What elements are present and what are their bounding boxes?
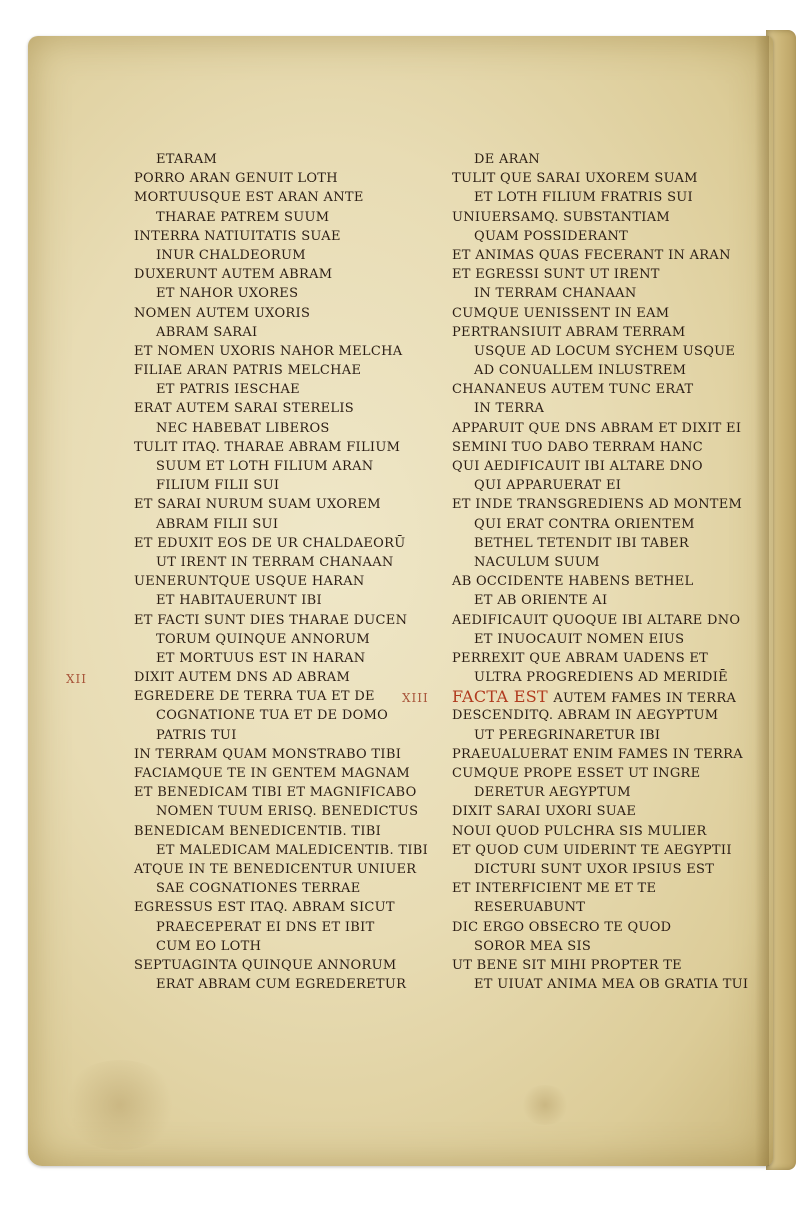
line-text: DIXIT SARAI UXORI SUAE [452, 804, 637, 820]
manuscript-line [452, 380, 752, 399]
manuscript-line [134, 495, 434, 514]
line-text: CUMQUE PROPE ESSET UT INGRE [452, 766, 701, 781]
manuscript-line [134, 879, 434, 898]
line-text: BENEDICAM BENEDICENTIB. TIBI [134, 823, 382, 839]
manuscript-line [134, 342, 434, 361]
line-text: DICTURI SUNT UXOR IPSIUS EST [474, 861, 715, 877]
manuscript-line [452, 188, 752, 207]
rubric-initial: FACTA EST [452, 687, 554, 707]
line-text: SEPTUAGINTA QUINQUE ANNORUM [134, 957, 397, 973]
manuscript-line [452, 476, 752, 495]
manuscript-line [452, 208, 752, 227]
line-text: RESERUABUNT [474, 900, 586, 916]
line-text: ULTRA PROGREDIENS AD MERIDIĒ [474, 670, 728, 686]
manuscript-line [452, 265, 752, 284]
line-text: UNIUERSAMQ. SUBSTANTIAM [452, 209, 671, 225]
manuscript-line [452, 745, 752, 764]
line-text: QUI ERAT CONTRA ORIENTEM [474, 516, 695, 532]
line-text: TULIT ITAQ. THARAE ABRAM FILIUM [134, 439, 401, 455]
manuscript-line [134, 937, 434, 956]
line-text: ET NOMEN UXORIS NAHOR MELCHA [134, 343, 403, 359]
line-text: ET INUOCAUIT NOMEN EIUS [474, 631, 685, 647]
manuscript-line [452, 361, 752, 380]
line-text: NACULUM SUUM [474, 554, 600, 570]
line-text: ET LOTH FILIUM FRATRIS SUI [474, 190, 693, 206]
line-text: PATRIS TUI [156, 727, 237, 743]
manuscript-line [452, 611, 752, 630]
line-text: SEMINI TUO DABO TERRAM HANC [452, 439, 704, 455]
line-text: DERETUR AEGYPTUM [474, 785, 631, 801]
left-text-column [134, 150, 434, 994]
line-text: QUI AEDIFICAUIT IBI ALTARE DNO [452, 459, 703, 474]
manuscript-line [134, 399, 434, 418]
line-text: ET EGRESSI SUNT UT IRENT [452, 267, 660, 283]
manuscript-line [452, 515, 752, 534]
manuscript-line [452, 591, 752, 610]
manuscript-line [452, 918, 752, 937]
line-text: DUXERUNT AUTEM ABRAM [134, 267, 333, 283]
line-text: ET AB ORIENTE AI [474, 593, 608, 609]
line-text: NEC HABEBAT LIBEROS [156, 420, 330, 436]
manuscript-line [452, 399, 752, 418]
line-text: ET FACTI SUNT DIES THARAE DUCEN [134, 612, 408, 628]
manuscript-line [452, 438, 752, 457]
manuscript-line [134, 553, 434, 572]
manuscript-line [134, 515, 434, 534]
manuscript-line [452, 304, 752, 323]
line-text: PRAECEPERAT EI DNS ET IBIT [156, 919, 375, 935]
line-text: AB OCCIDENTE HABENS BETHEL [452, 574, 694, 590]
line-text: TULIT QUE SARAI UXOREM SUAM [452, 171, 698, 187]
marginal-chapter-number-right: XIII [402, 691, 429, 705]
line-text: ERAT AUTEM SARAI STERELIS [134, 401, 354, 417]
line-text: SUUM ET LOTH FILIUM ARAN [156, 459, 374, 474]
manuscript-line [134, 630, 434, 649]
line-text: DESCENDITQ. ABRAM IN AEGYPTUM [452, 708, 719, 724]
line-text: ET HABITAUERUNT IBI [156, 593, 322, 609]
line-text: CUM EO LOTH [156, 938, 262, 954]
manuscript-line [452, 783, 752, 802]
manuscript-line [134, 898, 434, 917]
gutter-shadow [755, 36, 769, 1166]
line-text: IN TERRAM QUAM MONSTRABO TIBI [134, 746, 402, 762]
line-text: CUMQUE UENISSENT IN EAM [452, 305, 670, 321]
manuscript-line [134, 380, 434, 399]
line-text: FILIAE ARAN PATRIS MELCHAE [134, 363, 362, 379]
line-text: AD CONUALLEM INLUSTREM [474, 363, 687, 379]
manuscript-line [452, 630, 752, 649]
line-text: ABRAM FILII SUI [156, 516, 279, 532]
manuscript-line [134, 304, 434, 323]
line-text: ERAT ABRAM CUM EGREDERETUR [156, 977, 407, 993]
line-text: DE ARAN [474, 152, 541, 167]
line-text: UT BENE SIT MIHI PROPTER TE [452, 957, 682, 973]
manuscript-line [452, 572, 752, 591]
manuscript-line [452, 668, 752, 687]
line-text: EGRESSUS EST ITAQ. ABRAM SICUT [134, 900, 395, 916]
line-text: ET QUOD CUM UIDERINT TE AEGYPTII [452, 842, 732, 858]
line-text: ET MALEDICAM MALEDICENTIB. TIBI [156, 842, 429, 858]
manuscript-line [134, 764, 434, 783]
manuscript-line [134, 169, 434, 188]
manuscript-line [134, 611, 434, 630]
line-text: ET EDUXIT EOS DE UR CHALDAEORŪ [134, 535, 406, 551]
line-text: PRAEUALUERAT ENIM FAMES IN TERRA [452, 746, 743, 762]
manuscript-line [134, 745, 434, 764]
manuscript-line [134, 687, 434, 706]
line-text: PORRO ARAN GENUIT LOTH [134, 171, 338, 187]
line-text: ETARAM [156, 152, 218, 167]
manuscript-line [134, 706, 434, 725]
line-text: THARAE PATREM SUUM [156, 209, 330, 225]
line-text: TORUM QUINQUE ANNORUM [156, 631, 371, 647]
line-text: DIXIT AUTEM DNS AD ABRAM [134, 670, 351, 686]
line-text: IN TERRAM CHANAAN [474, 286, 637, 302]
manuscript-line [452, 898, 752, 917]
manuscript-line [134, 246, 434, 265]
line-text: ET ANIMAS QUAS FECERANT IN ARAN [452, 247, 731, 263]
manuscript-line [452, 802, 752, 821]
line-text: BETHEL TETENDIT IBI TABER [474, 535, 689, 551]
manuscript-line [452, 246, 752, 265]
manuscript-line [134, 227, 434, 246]
line-text: ET INDE TRANSGREDIENS AD MONTEM [452, 497, 743, 513]
manuscript-line [134, 649, 434, 668]
line-text: IN TERRA [474, 401, 545, 417]
line-text: NOMEN TUUM ERISQ. BENEDICTUS [156, 804, 419, 820]
line-text: DIC ERGO OBSECRO TE QUOD [452, 919, 672, 935]
line-text: FACIAMQUE TE IN GENTEM MAGNAM [134, 766, 410, 781]
manuscript-line [134, 265, 434, 284]
line-text: COGNATIONE TUA ET DE DOMO [156, 708, 389, 724]
line-text: ABRAM SARAI [156, 324, 258, 340]
line-text: INUR CHALDEORUM [156, 247, 306, 263]
manuscript-line [452, 937, 752, 956]
line-text: ET INTERFICIENT ME ET TE [452, 881, 657, 897]
line-text: CHANANEUS AUTEM TUNC ERAT [452, 382, 694, 398]
line-text: EGREDERE DE TERRA TUA ET DE [134, 689, 375, 705]
manuscript-line [134, 841, 434, 860]
line-text: SAE COGNATIONES TERRAE [156, 881, 361, 897]
line-text: UT PEREGRINARETUR IBI [474, 727, 661, 743]
manuscript-line [134, 323, 434, 342]
line-text: ET MORTUUS EST IN HARAN [156, 650, 366, 666]
manuscript-line [452, 495, 752, 514]
line-text: INTERRA NATIUITATIS SUAE [134, 228, 341, 244]
line-text: UENERUNTQUE USQUE HARAN [134, 574, 365, 590]
manuscript-line [452, 879, 752, 898]
line-text: QUI APPARUERAT EI [474, 478, 622, 494]
line-text: USQUE AD LOCUM SYCHEM USQUE [474, 343, 736, 359]
line-text: QUAM POSSIDERANT [474, 228, 629, 244]
manuscript-line [452, 764, 752, 783]
manuscript-line [134, 591, 434, 610]
manuscript-line [452, 284, 752, 303]
manuscript-line [134, 918, 434, 937]
manuscript-line [452, 553, 752, 572]
line-text: PERTRANSIUIT ABRAM TERRAM [452, 324, 686, 340]
manuscript-line [452, 342, 752, 361]
line-text: NOUI QUOD PULCHRA SIS MULIER [452, 823, 707, 839]
manuscript-line [134, 150, 434, 169]
manuscript-line [134, 860, 434, 879]
line-text: SOROR MEA SIS [474, 938, 592, 954]
manuscript-line [134, 419, 434, 438]
manuscript-line [452, 227, 752, 246]
manuscript-line [452, 534, 752, 553]
manuscript-line [134, 668, 434, 687]
manuscript-line [452, 169, 752, 188]
manuscript-line [134, 975, 434, 994]
manuscript-line [134, 572, 434, 591]
manuscript-line [452, 706, 752, 725]
line-text: APPARUIT QUE DNS ABRAM ET DIXIT EI [452, 420, 742, 436]
right-text-column [452, 150, 752, 994]
manuscript-line [134, 457, 434, 476]
line-text: ET PATRIS IESCHAE [156, 382, 300, 398]
manuscript-line [452, 323, 752, 342]
line-text: PERREXIT QUE ABRAM UADENS ET [452, 650, 709, 666]
manuscript-line [452, 956, 752, 975]
manuscript-line [134, 822, 434, 841]
manuscript-line [452, 841, 752, 860]
manuscript-line [134, 284, 434, 303]
manuscript-line [452, 419, 752, 438]
line-text: AUTEM FAMES IN TERRA [553, 691, 737, 707]
manuscript-line [452, 822, 752, 841]
line-text: FILIUM FILII SUI [156, 478, 280, 494]
manuscript-line [452, 975, 752, 994]
parchment-stain [60, 1060, 180, 1150]
parchment-stain [520, 1085, 570, 1125]
manuscript-line [452, 150, 752, 169]
manuscript-line [134, 783, 434, 802]
manuscript-line [134, 188, 434, 207]
line-text: MORTUUSQUE EST ARAN ANTE [134, 190, 364, 206]
manuscript-line [134, 476, 434, 495]
line-text: ET BENEDICAM TIBI ET MAGNIFICABO [134, 785, 417, 801]
line-text: ET UIUAT ANIMA MEA OB GRATIA TUI [474, 977, 749, 993]
manuscript-line [134, 208, 434, 227]
manuscript-line [452, 457, 752, 476]
line-text: ET SARAI NURUM SUAM UXOREM [134, 497, 381, 513]
manuscript-line [134, 438, 434, 457]
marginal-chapter-number-left: XII [66, 672, 88, 686]
manuscript-line [134, 534, 434, 553]
line-text: NOMEN AUTEM UXORIS [134, 305, 311, 321]
line-text: ATQUE IN TE BENEDICENTUR UNIUER [134, 861, 417, 877]
line-text: UT IRENT IN TERRAM CHANAAN [156, 554, 394, 570]
manuscript-line [452, 726, 752, 745]
line-text: AEDIFICAUIT QUOQUE IBI ALTARE DNO [452, 612, 741, 628]
manuscript-line [134, 726, 434, 745]
manuscript-line [452, 687, 752, 706]
manuscript-line [134, 361, 434, 380]
manuscript-line [134, 956, 434, 975]
manuscript-line [452, 649, 752, 668]
manuscript-line [134, 802, 434, 821]
manuscript-line [452, 860, 752, 879]
line-text: ET NAHOR UXORES [156, 286, 299, 302]
